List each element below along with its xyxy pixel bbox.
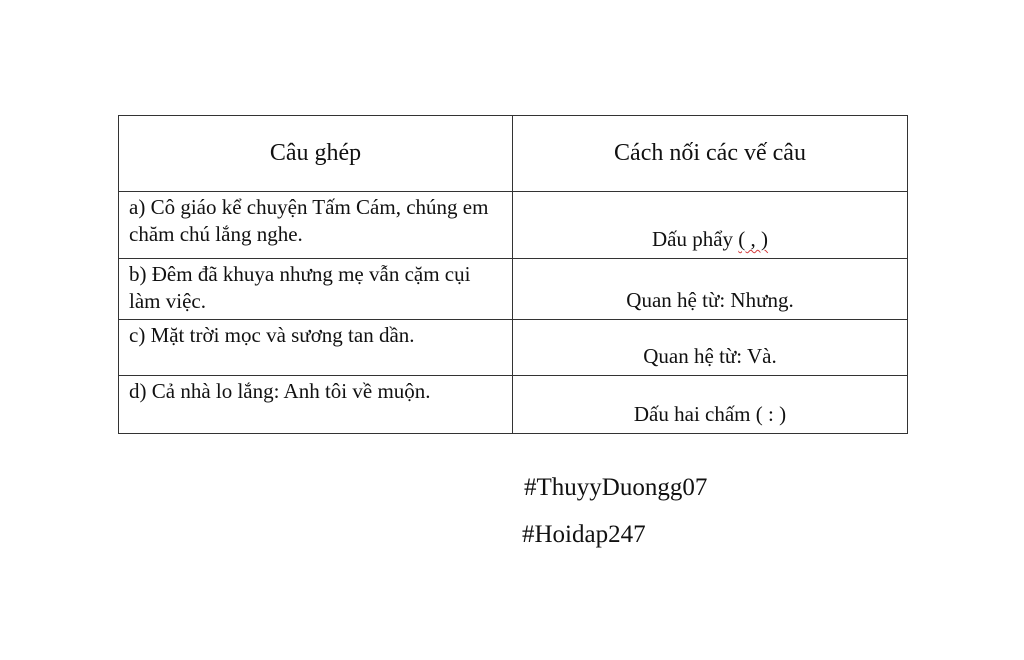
method-cell <box>513 192 908 259</box>
table-row <box>119 192 908 259</box>
sentence-cell: a) Cô giáo kể chuyện Tấm Cám, chúng em chăm chú lắng nghe. <box>119 192 513 259</box>
method-cell: Quan hệ từ: Và. <box>513 320 908 376</box>
answer-table <box>118 115 908 434</box>
method-cell: Dấu hai chấm ( : ) <box>513 376 908 434</box>
table-row <box>119 376 908 434</box>
hashtag-site: #Hoidap247 <box>522 521 646 548</box>
spellcheck-marked-text: ( , ) <box>738 227 769 251</box>
sentence-cell: c) Mặt trời mọc và sương tan dần. <box>119 320 513 376</box>
method-text: Dấu phẩy <box>651 227 739 251</box>
sentence-cell: b) Đêm đã khuya nhưng mẹ vẫn cặm cụi làm việc. <box>119 259 513 320</box>
method-cell: Quan hệ từ: Nhưng. <box>513 259 908 320</box>
hashtag-author: #ThuyyDuongg07 <box>524 474 708 501</box>
header-joining-method: Cách nối các vế câu <box>513 116 908 192</box>
header-compound-sentence: Câu ghép <box>119 116 513 192</box>
table-row <box>119 259 908 320</box>
table-header-row <box>119 116 908 192</box>
sentence-cell: d) Cả nhà lo lắng: Anh tôi về muộn. <box>119 376 513 434</box>
table-row <box>119 320 908 376</box>
